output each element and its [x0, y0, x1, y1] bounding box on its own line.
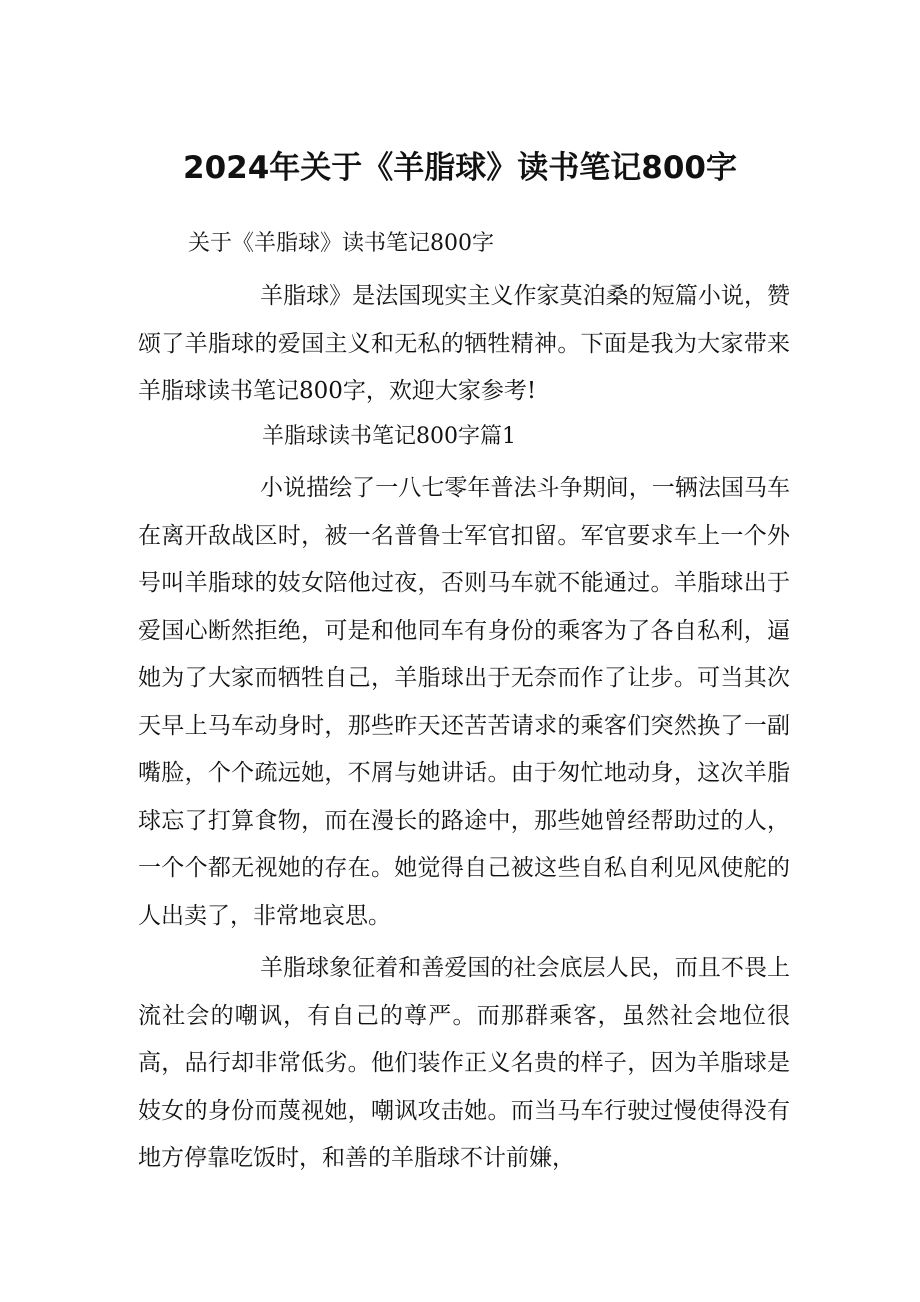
body-paragraph-2: 羊脂球象征着和善爱国的社会底层人民，而且不畏上流社会的嘲讽，有自己的尊严。而那群乘客，虽然社会地位很高，品行却非常低劣。他们装作正义名贵的样子，因为羊脂球是妓女的身份而蔑视她，嘲讽攻击她。而当马车行驶过慢使得没有地方停靠吃饭时，和善的羊脂球不计前嫌， [138, 955, 790, 1171]
section-heading: 羊脂球读书笔记800字篇1 [262, 424, 516, 449]
document-subtitle: 关于《羊脂球》读书笔记800字 [188, 231, 494, 256]
body-paragraph-1: 小说描绘了一八七零年普法斗争期间，一辆法国马车在离开敌战区时，被一名普鲁士军官扣留。军官要求车上一个外号叫羊脂球的妓女陪他过夜，否则马车就不能通过。羊脂球出于爱国心断然拒绝，可是和他同车有身份的乘客为了各自私利，逼她为了大家而牺牲自己，羊脂球出于无奈而作了让步。可当其次天早上马车动身时，那些昨天还苦苦请求的乘客们突然换了一副嘴脸，个个疏远她，不屑与她讲话。由于匆忙地动身，这次羊脂球忘了打算食物，而在漫长的路途中，那些她曾经帮助过的人，一个个都无视她的存在。她觉得自己被这些自私自利见风使舵的人出卖了，非常地哀思。 [138, 475, 790, 929]
document-title: 2024年关于《羊脂球》读书笔记800字 [183, 150, 737, 186]
intro-paragraph: 羊脂球》是法国现实主义作家莫泊桑的短篇小说，赞颂了羊脂球的爱国主义和无私的牺牲精神。下面是我为大家带来羊脂球读书笔记800字，欢迎大家参考! [138, 283, 790, 404]
